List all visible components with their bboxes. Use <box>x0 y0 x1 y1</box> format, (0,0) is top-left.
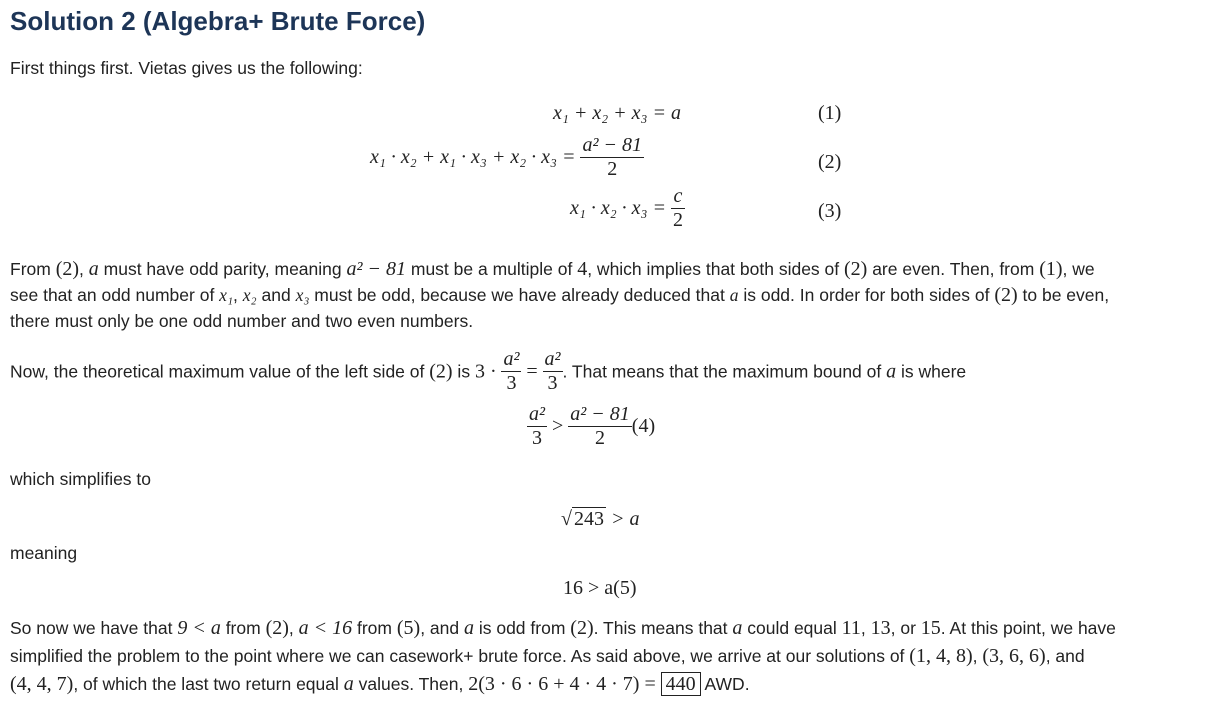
final-line-1: So now we have that 9 < a from (2), a < 16 from (5), and a is odd from (2). This means that a could equal 11, 13, or 15. At this point, we have <box>10 617 1116 639</box>
equation-3-denominator: 2 <box>673 209 683 231</box>
sqrt-inequality <box>561 507 639 531</box>
max-fraction-1: $\frac{\text{a²}}{3}$ <box>503 347 520 394</box>
solution-heading: Solution 2 (Algebra+ Brute Force) <box>10 6 426 36</box>
final-line-2: simplified the problem to the point where we can casework+ brute force. As said above, we arrive at our solutions of (1, 4, 8), (3, 6, 6), and <box>10 645 1085 667</box>
equation-2-numerator: a² − 81 <box>582 134 642 156</box>
equation-1: x₁ + x₂ + x₃ = a <box>553 102 681 124</box>
max-fraction-2: $\frac{\text{a²}}{3}$ <box>544 347 561 394</box>
equation-2-fraction <box>580 134 644 181</box>
inequality-4-right: $\frac{\text{a² − 81}}{2}$ <box>570 403 630 449</box>
parity-line-1: From (2), a must have odd parity, meaning a² − 81 must be a multiple of 4, which implies that both sides of (2) are even. Then, from (1), we <box>10 258 1095 280</box>
equation-3-fraction <box>671 185 685 232</box>
sqrt-symbol: √ <box>561 508 572 530</box>
final-paragraph <box>10 614 1210 698</box>
max-paragraph: Now, the theoretical maximum value of the left side of (2) is 3 · $\frac{\text{a²}}{3}$ = $\frac{\text{a²}}{3}$ . That means that the maximum bound of a is where <box>10 347 967 394</box>
equation-2 <box>370 134 644 181</box>
boxed-answer: 440 <box>661 672 701 696</box>
inequality-4: $\frac{\text{a²}}{3}$ > $\frac{\text{a² − 81}}{2}$ (4) <box>529 403 656 449</box>
parity-line-3: there must only be one odd number and two even numbers. <box>10 311 474 331</box>
equation-3-numerator: c <box>671 185 685 209</box>
equation-1-number: (1) <box>818 102 842 124</box>
intro-text: First things first. Vietas gives us the following: <box>10 58 363 78</box>
meaning-text: meaning <box>10 543 78 563</box>
inequality-4-left: $\frac{\text{a²}}{3}$ <box>529 403 545 449</box>
sqrt-rest: > a <box>610 508 640 530</box>
sqrt-radicand: 243 <box>573 508 604 530</box>
equation-2-number: (2) <box>818 151 842 173</box>
final-line-3: (4, 4, 7), of which the last two return equal a values. Then, 2(3 · 6 · 6 + 4 · 4 · 7) = 440 AWD. <box>10 673 750 695</box>
equation-3-number: (3) <box>818 200 842 222</box>
equation-3 <box>570 185 685 232</box>
equation-2-lhs: x₁ · x₂ + x₁ · x₃ + x₂ · x₃ = <box>370 146 576 168</box>
equation-2-denominator: 2 <box>607 158 618 180</box>
equation-3-lhs: x₁ · x₂ · x₃ = <box>570 197 666 219</box>
parity-paragraph <box>10 256 1210 334</box>
simplifies-text: which simplifies to <box>10 469 152 489</box>
parity-line-2: see that an odd number of x₁, x₂ and x₃ must be odd, because we have already deduced that a is odd. In order for both sides of (2) to be even, <box>10 284 1110 306</box>
equation-5: 16 > a(5) <box>563 577 637 599</box>
